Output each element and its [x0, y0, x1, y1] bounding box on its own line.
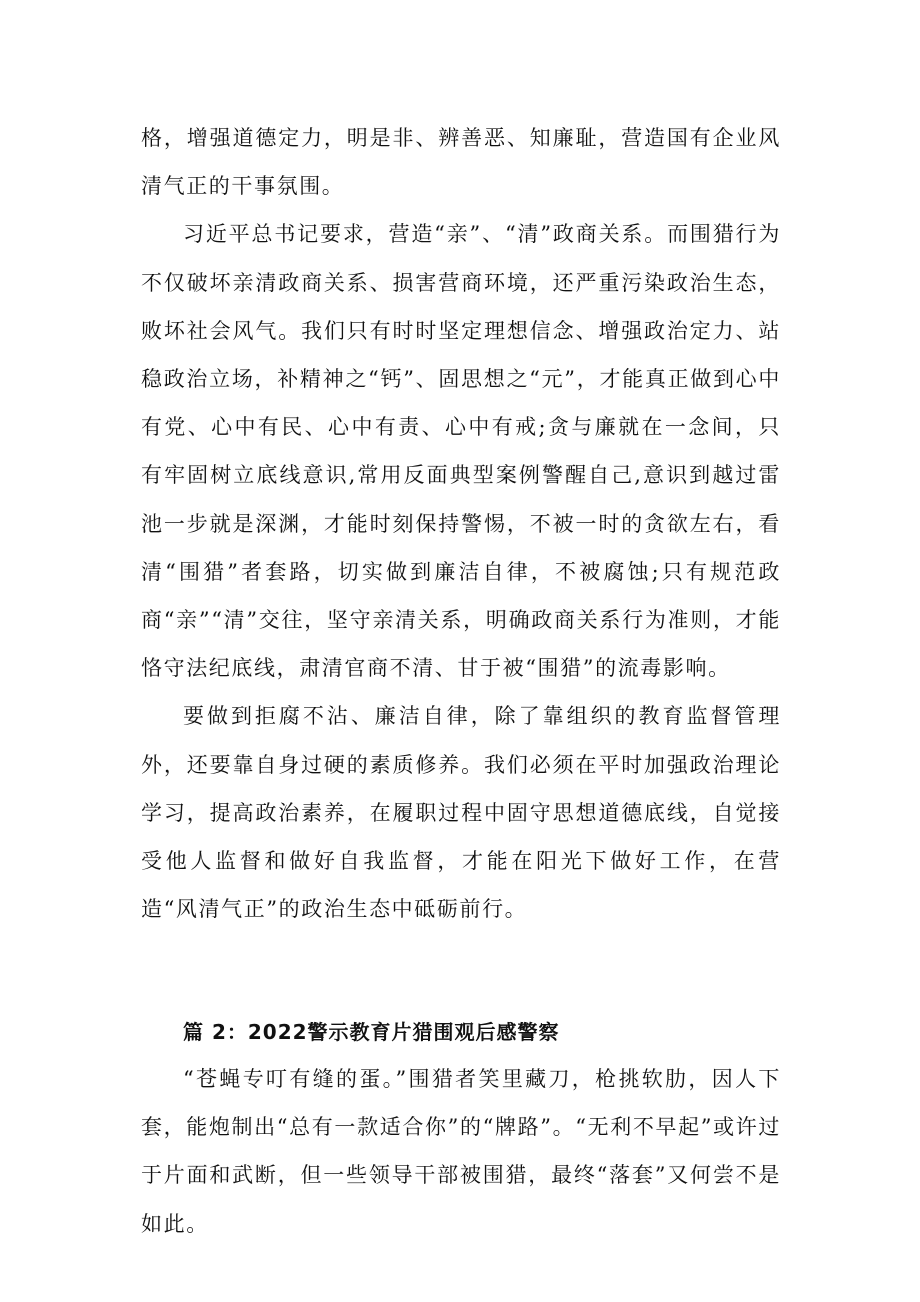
- paragraph-continuation: 格，增强道德定力，明是非、辨善恶、知廉耻，营造国有企业风清气正的干事氛围。: [141, 126, 781, 199]
- section-2-body: [141, 1055, 781, 1248]
- section-heading: 篇 2：2022警示教育片猎围观后感警察: [183, 1020, 560, 1044]
- paragraph-flies-egg: “苍蝇专叮有缝的蛋。”围猎者笑里藏刀，枪挑软肋，因人下套，能炮制出“总有一款适合你”的“牌路”。“无利不早起”或许过于片面和武断，但一些领导干部被围猎，最终“落套”又何尝不是如此。: [141, 1067, 781, 1236]
- document-body: [141, 114, 781, 933]
- paragraph-self-discipline: 要做到拒腐不沾、廉洁自律，除了靠组织的教育监督管理外，还要靠自身过硬的素质修养。我们必须在平时加强政治理论学习，提高政治素养，在履职过程中固守思想道德底线，自觉接受他人监督和做好自我监督，才能在阳光下做好工作，在营造“风清气正”的政治生态中砥砺前行。: [141, 704, 781, 922]
- paragraph-qin-qing-relations: 习近平总书记要求，营造“亲”、“清”政商关系。而围猎行为不仅破坏亲清政商关系、损害营商环境，还严重污染政治生态，败坏社会风气。我们只有时时坚定理想信念、增强政治定力、站稳政治立场，补精神之“钙”、固思想之“元”，才能真正做到心中有党、心中有民、心中有责、心中有戒;贪与廉就在一念间，只有牢固树立底线意识,常用反面典型案例警醒自己,意识到越过雷池一步就是深渊，才能时刻保持警惕，不被一时的贪欲左右，看清“围猎”者套路，切实做到廉洁自律，不被腐蚀;只有规范政商“亲”“清”交往，坚守亲清关系，明确政商关系行为准则，才能恪守法纪底线，肃清官商不清、甘于被“围猎”的流毒影响。: [141, 222, 781, 681]
